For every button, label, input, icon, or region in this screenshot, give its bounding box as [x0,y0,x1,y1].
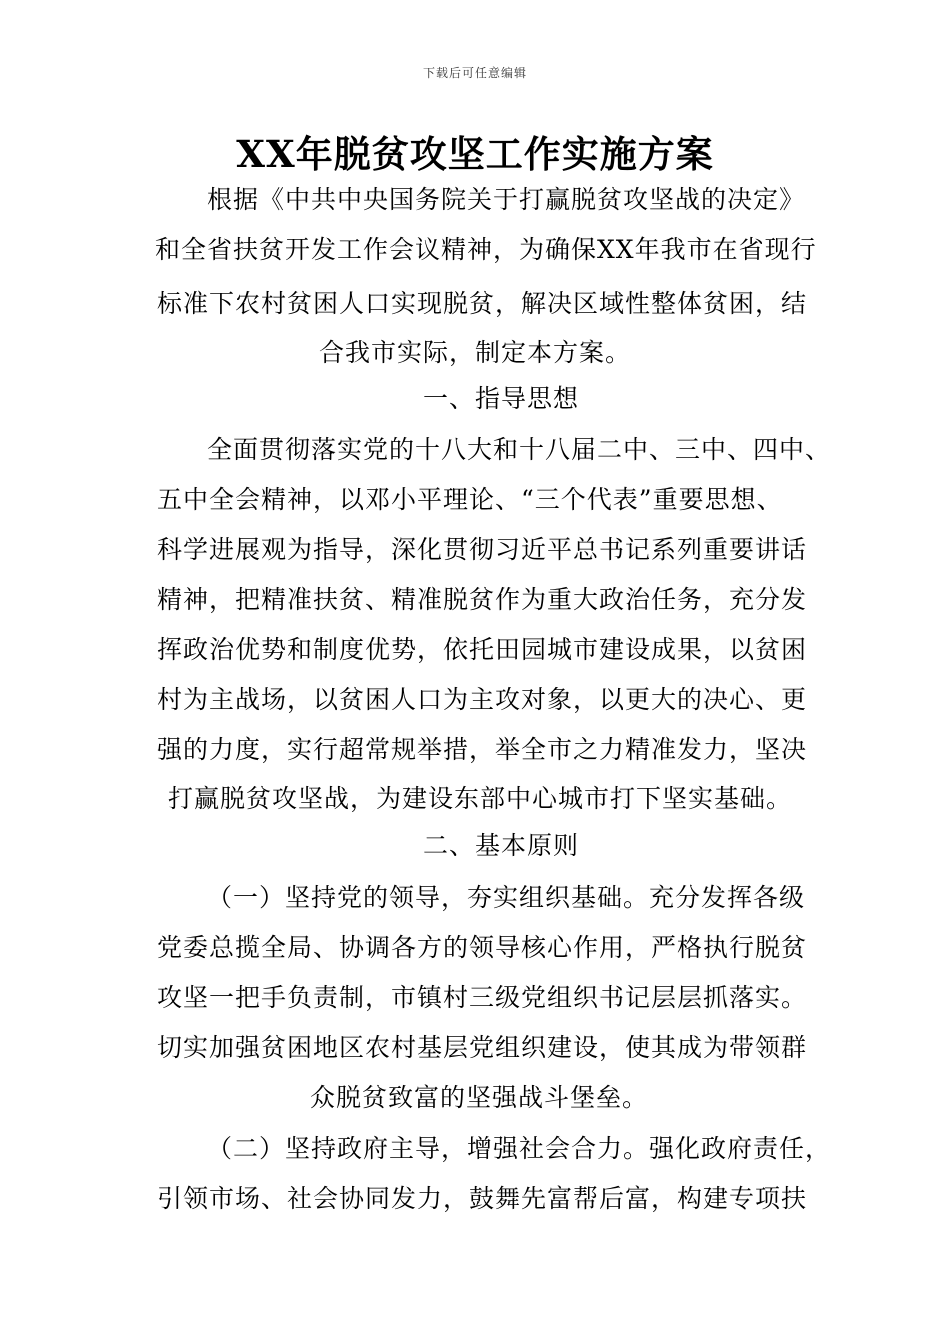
section2-item2-line-2: 引领市场、社会协同发力，鼓舞先富帮后富，构建专项扶 [157,1184,808,1213]
intro-line-2: 和全省扶贫开发工作会议精神，为确保XX年我市在省现行 [155,235,817,264]
intro-line-1: 根据《中共中央国务院关于打赢脱贫攻坚战的决定》 [207,185,806,214]
section2-item1-line-3: 攻坚一把手负责制，市镇村三级党组织书记层层抓落实。 [157,983,808,1012]
section2-heading: 二、基本原则 [422,831,579,860]
section1-line-4: 精神，把精准扶贫、精准脱贫作为重大政治任务，充分发 [157,585,808,614]
section1-line-8: 打赢脱贫攻坚战，为建设东部中心城市打下坚实基础。 [168,784,793,813]
section1-line-5: 挥政治优势和制度优势，依托田园城市建设成果，以贫困 [157,635,808,664]
header-note: 下载后可任意编辑 [422,66,527,80]
document-title: XX年脱贫攻坚工作实施方案 [236,132,714,176]
section2-item1-line-5: 众脱贫致富的坚强战斗堡垒。 [310,1083,649,1112]
section2-item1-line-1: （一）坚持党的领导，夯实组织基础。充分发挥各级 [207,883,806,912]
section1-line-1: 全面贯彻落实党的十八大和十八届二中、三中、四中、 [207,435,832,464]
section1-line-2: 五中全会精神，以邓小平理论、“三个代表”重要思想、 [157,485,783,514]
intro-line-4: 合我市实际，制定本方案。 [319,338,632,367]
section2-item2-line-1: （二）坚持政府主导，增强社会合力。强化政府责任， [207,1134,832,1163]
section1-line-6: 村为主战场，以贫困人口为主攻对象，以更大的决心、更 [157,685,808,714]
section1-line-7: 强的力度，实行超常规举措，举全市之力精准发力，坚决 [157,735,808,764]
intro-line-3: 标准下农村贫困人口实现脱贫，解决区域性整体贫困，结 [157,289,808,318]
section1-heading: 一、指导思想 [422,384,579,413]
section2-item1-line-2: 党委总揽全局、协调各方的领导核心作用，严格执行脱贫 [157,933,808,962]
section2-item1-line-4: 切实加强贫困地区农村基层党组织建设，使其成为带领群 [157,1033,808,1062]
section1-line-3: 科学进展观为指导，深化贯彻习近平总书记系列重要讲话 [157,535,808,564]
